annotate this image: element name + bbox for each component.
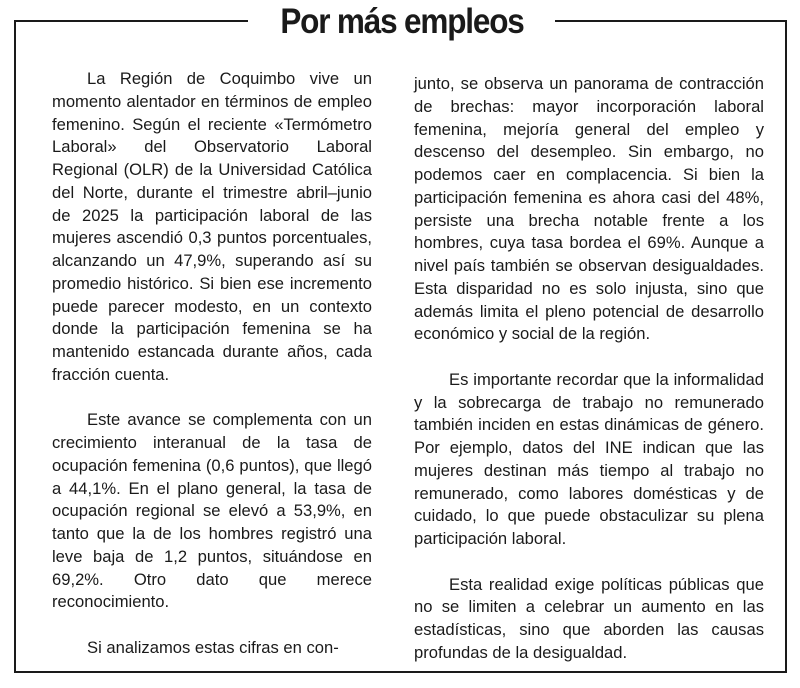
frame-right-border xyxy=(785,20,787,672)
paragraph-3-continued: junto, se observa un panorama de contracción de brechas: mayor incorporación laboral femenina, mejoría general del empleo y descenso del desempleo. Sin embargo, no podemos caer en complacencia. Si bien la participación femenina es ahora casi del 48%, persiste una brecha notable frente a los hombres, cuya tasa bordea el 69%. Aunque a nivel país también se observan desigualdades. Esta disparidad no es solo injusta, sino que además limita el pleno potencial de desarrollo económico y social de la región. xyxy=(414,74,764,344)
text-column-left xyxy=(52,68,372,682)
text-column-right xyxy=(414,73,764,687)
page-title: Por más empleos xyxy=(280,2,524,41)
paragraph-4: Es importante recordar que la informalidad y la sobrecarga de trabajo no remunerado también inciden en estas dinámicas de género. Por ejemplo, datos del INE indican que las mujeres destinan más tiempo al trabajo no remunerado, como labores domésticas y de cuidado, lo que puede obstaculizar su plena participación laboral. xyxy=(414,369,764,548)
frame-top-right-border xyxy=(555,20,787,22)
paragraph-5: Esta realidad exige políticas públicas que no se limiten a celebrar un aumento en las estadísticas, sino que aborden las causas profundas de la desigualdad. xyxy=(414,574,764,662)
paragraph-1: La Región de Coquimbo vive un momento alentador en términos de empleo femenino. Según el reciente «Termómetro Laboral» del Observatorio Laboral Regional (OLR) de la Universidad Católica del Norte, durante el trimestre abril–junio de 2025 la participación laboral de las mujeres ascendió 0,3 puntos porcentuales, alcanzando un 47,9%, superando así su promedio histórico. Si bien ese incremento puede parecer modesto, en un contexto donde la participación femenina se ha mantenido estancada durante años, cada fracción cuenta. xyxy=(52,69,372,384)
paragraph-3: Si analizamos estas cifras en con- xyxy=(87,637,339,657)
frame-left-border xyxy=(14,20,16,672)
paragraph-2: Este avance se complementa con un crecimiento interanual de la tasa de ocupación femenina (0,6 puntos), que llegó a 44,1%. En el plano general, la tasa de ocupación regional se elevó a 53,9%, en tanto que la de los hombres registró una leve baja de 1,2 puntos, situándose en 69,2%. Otro dato que merece reconocimiento. xyxy=(52,410,372,612)
frame-top-left-border xyxy=(14,20,248,22)
